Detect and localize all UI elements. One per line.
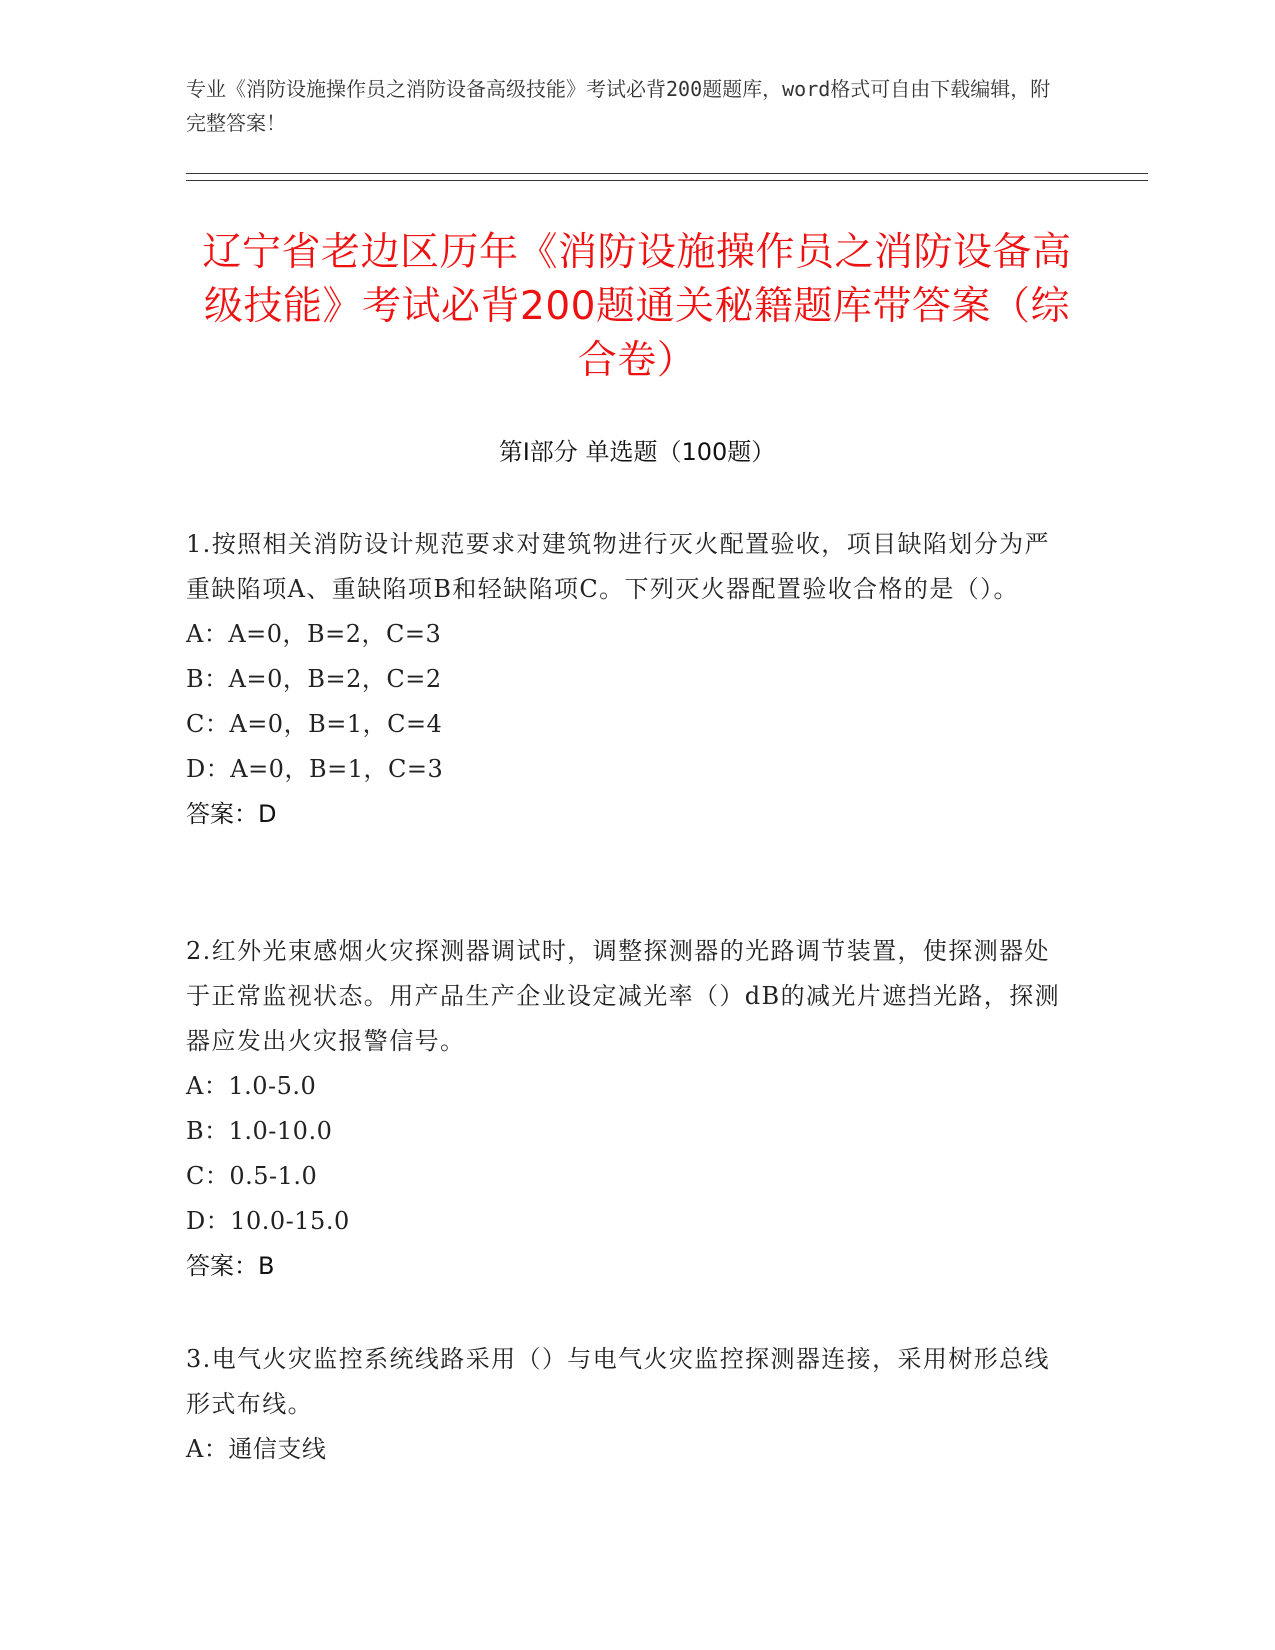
option-d: D：10.0-15.0 xyxy=(186,1207,350,1235)
answer: 答案：D xyxy=(186,800,277,828)
option-a: A：1.0-5.0 xyxy=(186,1072,317,1100)
answer: 答案：B xyxy=(186,1252,275,1280)
option-b: B：1.0-10.0 xyxy=(186,1117,333,1145)
question-text: 2.红外光束感烟火灾探测器调试时，调整探测器的光路调节装置，使探测器处于正常监视状态。用产品生产企业设定减光率（）dB的减光片遮挡光路，探测器应发出火灾报警信号。 xyxy=(186,937,1060,1055)
option-c: C：0.5-1.0 xyxy=(186,1162,318,1190)
section-heading: 第I部分 单选题（100题） xyxy=(498,438,776,466)
option-d: D：A=0，B=1，C=3 xyxy=(186,755,444,783)
option-b: B：A=0，B=2，C=2 xyxy=(186,665,442,693)
question-2 xyxy=(186,929,1066,1289)
option-c: C：A=0，B=1，C=4 xyxy=(186,710,443,738)
header-divider-top xyxy=(186,173,1148,174)
question-3 xyxy=(186,1337,1066,1472)
option-a: A：A=0，B=2，C=3 xyxy=(186,620,442,648)
question-text: 3.电气火灾监控系统线路采用（）与电气火灾监控探测器连接，采用树形总线形式布线。 xyxy=(186,1345,1050,1418)
header-divider-bottom xyxy=(186,180,1148,181)
question-1 xyxy=(186,522,1066,837)
option-a: A：通信支线 xyxy=(186,1435,327,1463)
document-title: 辽宁省老边区历年《消防设施操作员之消防设备高级技能》考试必背200题通关秘籍题库带答案（综合卷） xyxy=(202,230,1072,383)
header-note: 专业《消防设施操作员之消防设备高级技能》考试必背200题题库，word格式可自由下载编辑，附完整答案！ xyxy=(186,77,1051,135)
question-text: 1.按照相关消防设计规范要求对建筑物进行灭火配置验收，项目缺陷划分为严重缺陷项A、重缺陷项B和轻缺陷项C。下列灭火器配置验收合格的是（）。 xyxy=(186,530,1050,603)
